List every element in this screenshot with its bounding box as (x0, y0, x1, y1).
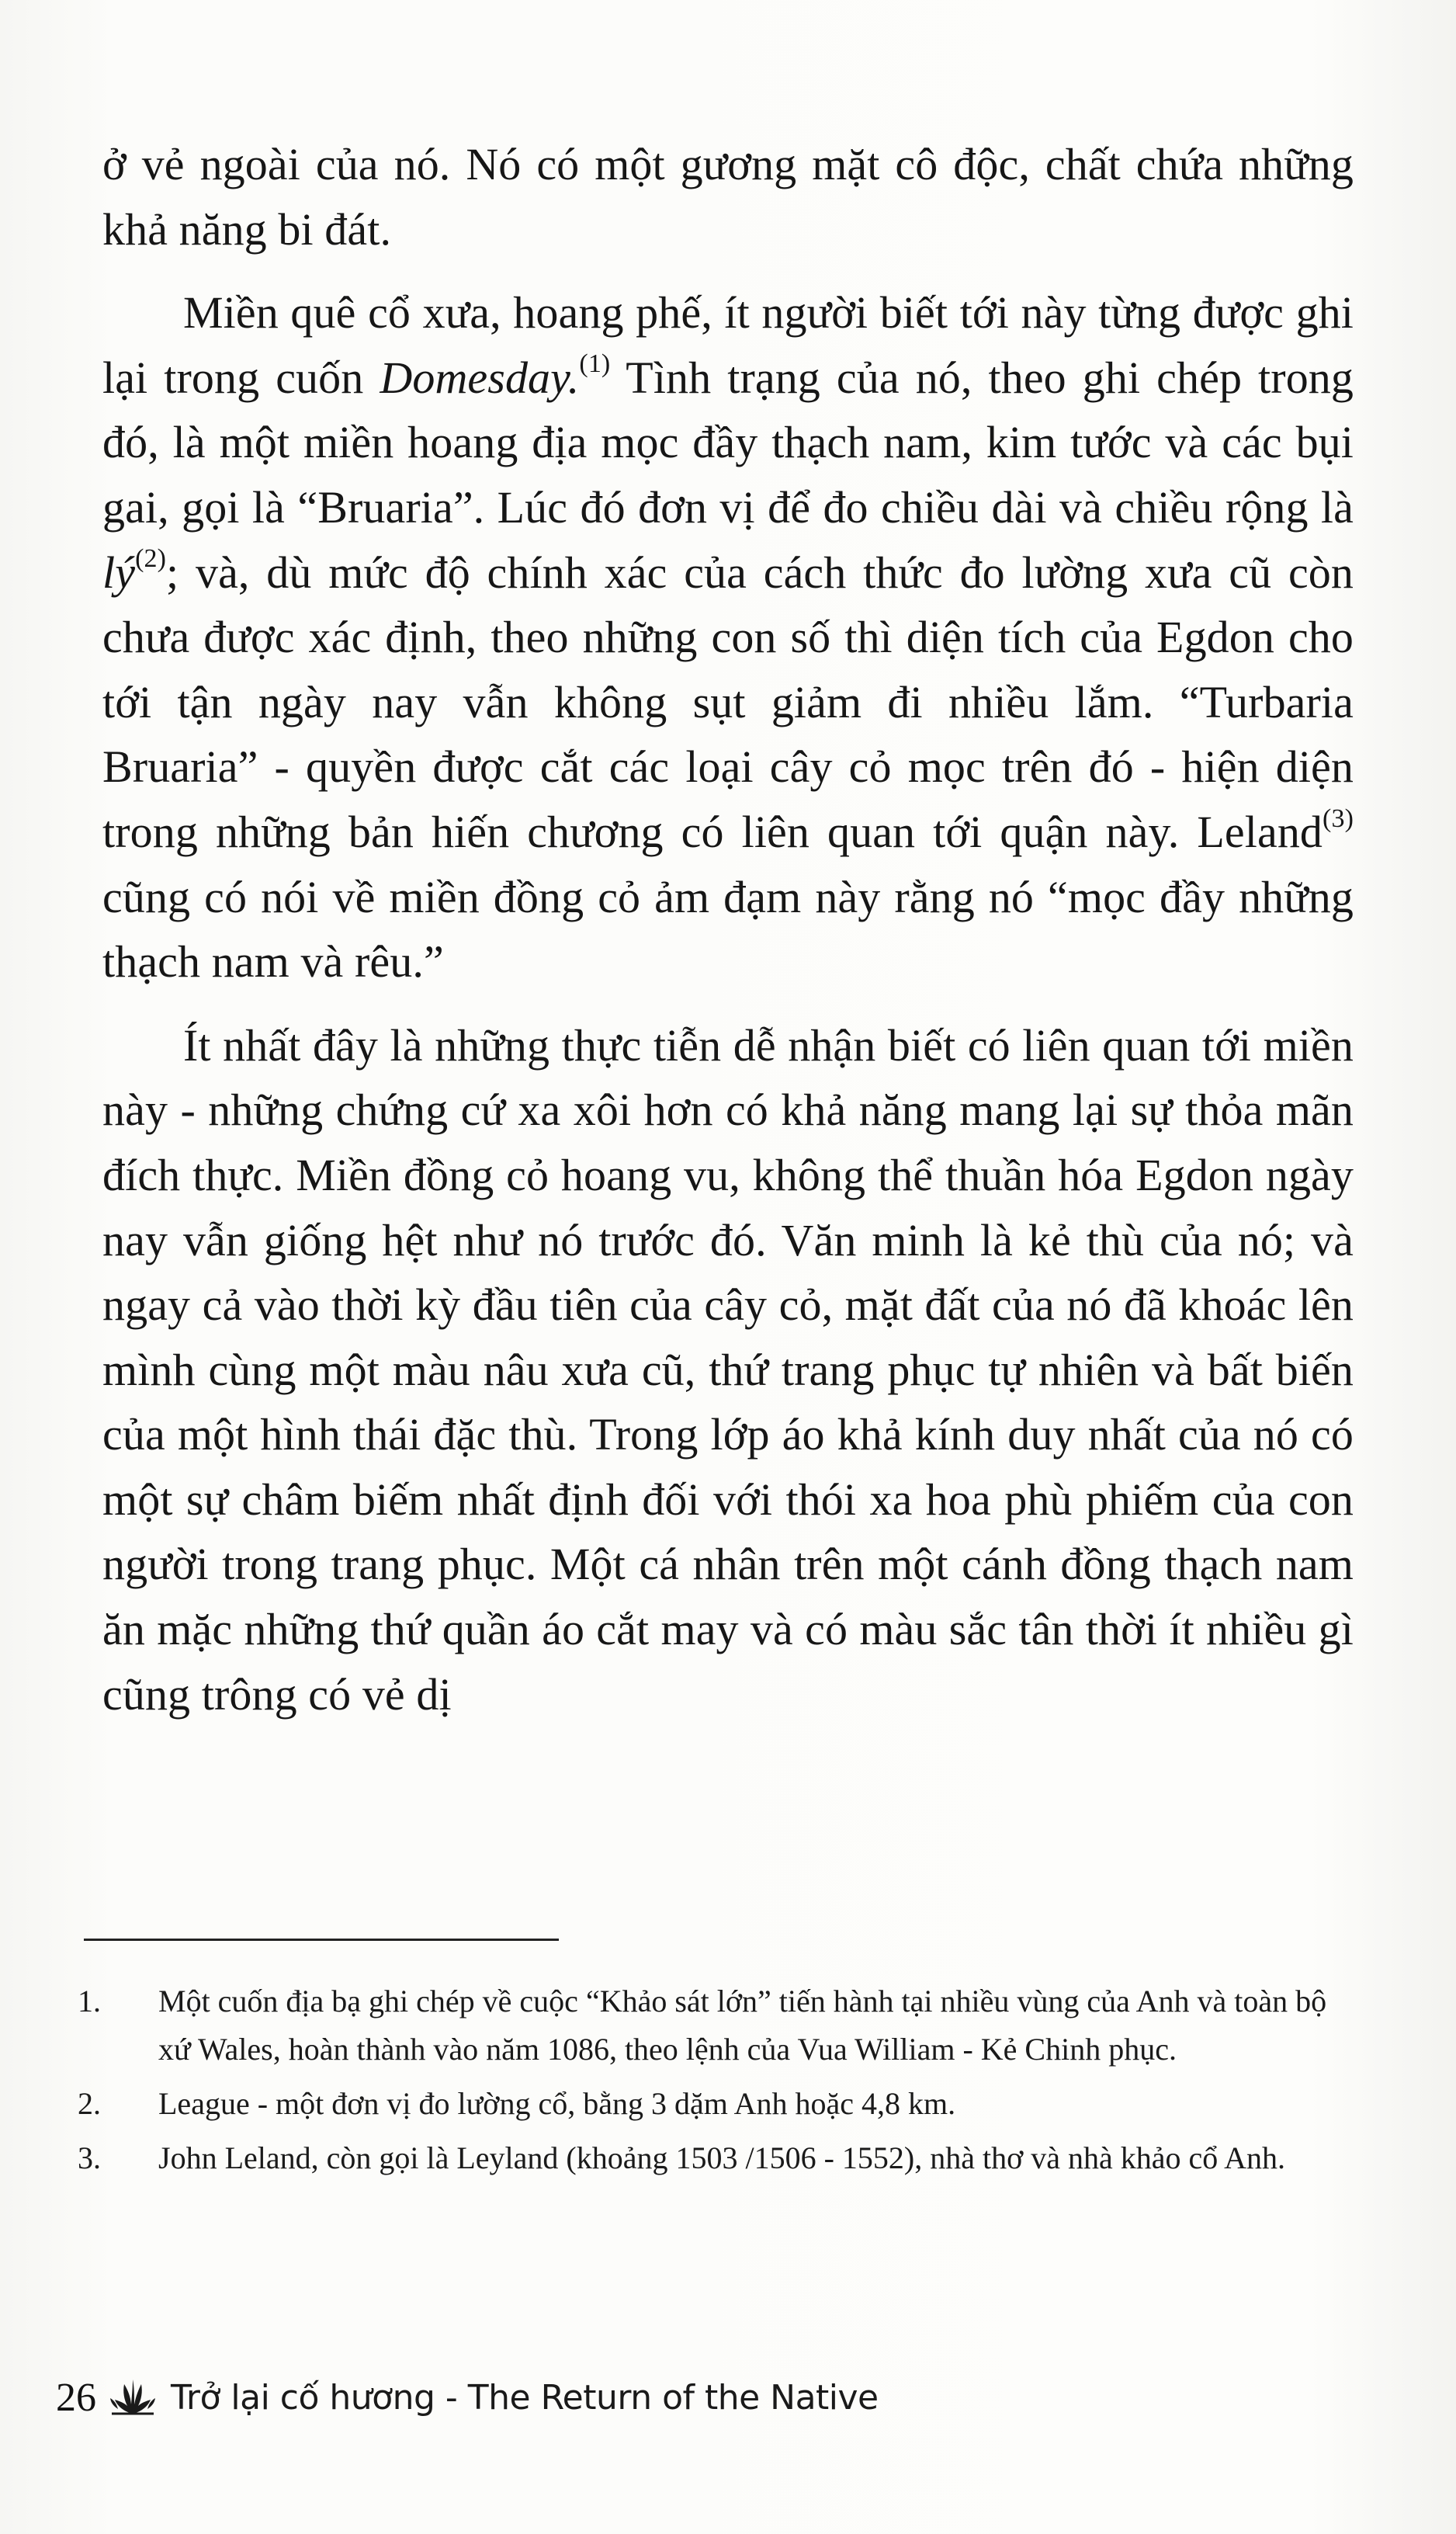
page-footer (56, 2366, 879, 2428)
footnote-text: John Leland, còn gọi là Leyland (khoảng 1503 /1506 - 1552), nhà thơ và nhà khảo cổ Anh. (158, 2140, 1285, 2175)
domesday-title: Domesday. (380, 352, 580, 403)
footnote-number: 1. (78, 1984, 101, 2019)
paragraph-2-part-b: Tình trạng của nó, theo ghi chép trong đó, là một miền hoang địa mọc đầy thạch nam, kim tước và các bụi gai, gọi là “Bruaria”. Lúc đó đơn vị để đo chiều dài và chiều rộng là (102, 352, 1354, 533)
footnote-ref-2: (2) (135, 544, 167, 574)
main-text (102, 132, 1354, 1727)
paragraph-2-part-d: cũng có nói về miền đồng cỏ ảm đạm này rằng nó “mọc đầy những thạch nam và rêu.” (102, 871, 1354, 988)
footnote-number: 3. (78, 2140, 101, 2175)
unit-word: lý (102, 547, 136, 598)
running-title: Trở lại cố hương - The Return of the Native (171, 2377, 879, 2418)
footnote-number: 2. (78, 2086, 101, 2121)
paragraph-2 (102, 280, 1354, 995)
footnote-1 (78, 1977, 1358, 2074)
page-number: 26 (56, 2375, 96, 2420)
flower-ornament-icon (109, 2378, 157, 2417)
paragraph-2-part-c: ; và, dù mức độ chính xác của cách thức đo lường xưa cũ còn chưa được xác định, theo những con số thì diện tích của Egdon cho tới tận ngày nay vẫn không sụt giảm đi nhiều lắm. “Turbaria Bruaria” - quyền được cắt các loại cây cỏ mọc trên đó - hiện diện trong những bản hiến chương có liên quan tới quận này. Leland (102, 547, 1354, 857)
paragraph-2-part-a: Miền quê cổ xưa, hoang phế, ít người biết tới này từng được ghi lại trong cuốn (102, 287, 1354, 403)
footnote-divider (84, 1939, 559, 1941)
footnote-text: Một cuốn địa bạ ghi chép về cuộc “Khảo sát lớn” tiến hành tại nhiều vùng của Anh và toàn bộ xứ Wales, hoàn thành vào năm 1086, theo lệnh của Vua William - Kẻ Chinh phục. (158, 1984, 1327, 2067)
footnote-2 (78, 2080, 1358, 2128)
footnote-ref-3: (3) (1323, 804, 1354, 833)
footnote-3 (78, 2134, 1358, 2182)
paragraph-1: ở vẻ ngoài của nó. Nó có một gương mặt cô độc, chất chứa những khả năng bi đát. (102, 139, 1354, 255)
paragraph-3: Ít nhất đây là những thực tiễn dễ nhận biết có liên quan tới miền này - những chứng cứ xa xôi hơn có khả năng mang lại sự thỏa mãn đích thực. Miền đồng cỏ hoang vu, không thể thuần hóa Egdon ngày nay vẫn giống hệt như nó trước đó. Văn minh là kẻ thù của nó; và ngay cả vào thời kỳ đầu tiên của cây cỏ, mặt đất của nó đã khoác lên mình cùng một màu nâu xưa cũ, thứ trang phục tự nhiên và bất biến của một hình thái đặc thù. Trong lớp áo khả kính duy nhất của nó có một sự châm biếm nhất định đối với thói xa hoa phù phiếm của con người trong trang phục. Một cá nhân trên một cánh đồng thạch nam ăn mặc những thứ quần áo cắt may và có màu sắc tân thời ít nhiều gì cũng trông có vẻ dị (102, 1019, 1354, 1720)
footnote-ref-1: (1) (579, 349, 611, 379)
footnotes (78, 1977, 1358, 2189)
footnote-text: League - một đơn vị đo lường cổ, bằng 3 dặm Anh hoặc 4,8 km. (158, 2086, 956, 2121)
